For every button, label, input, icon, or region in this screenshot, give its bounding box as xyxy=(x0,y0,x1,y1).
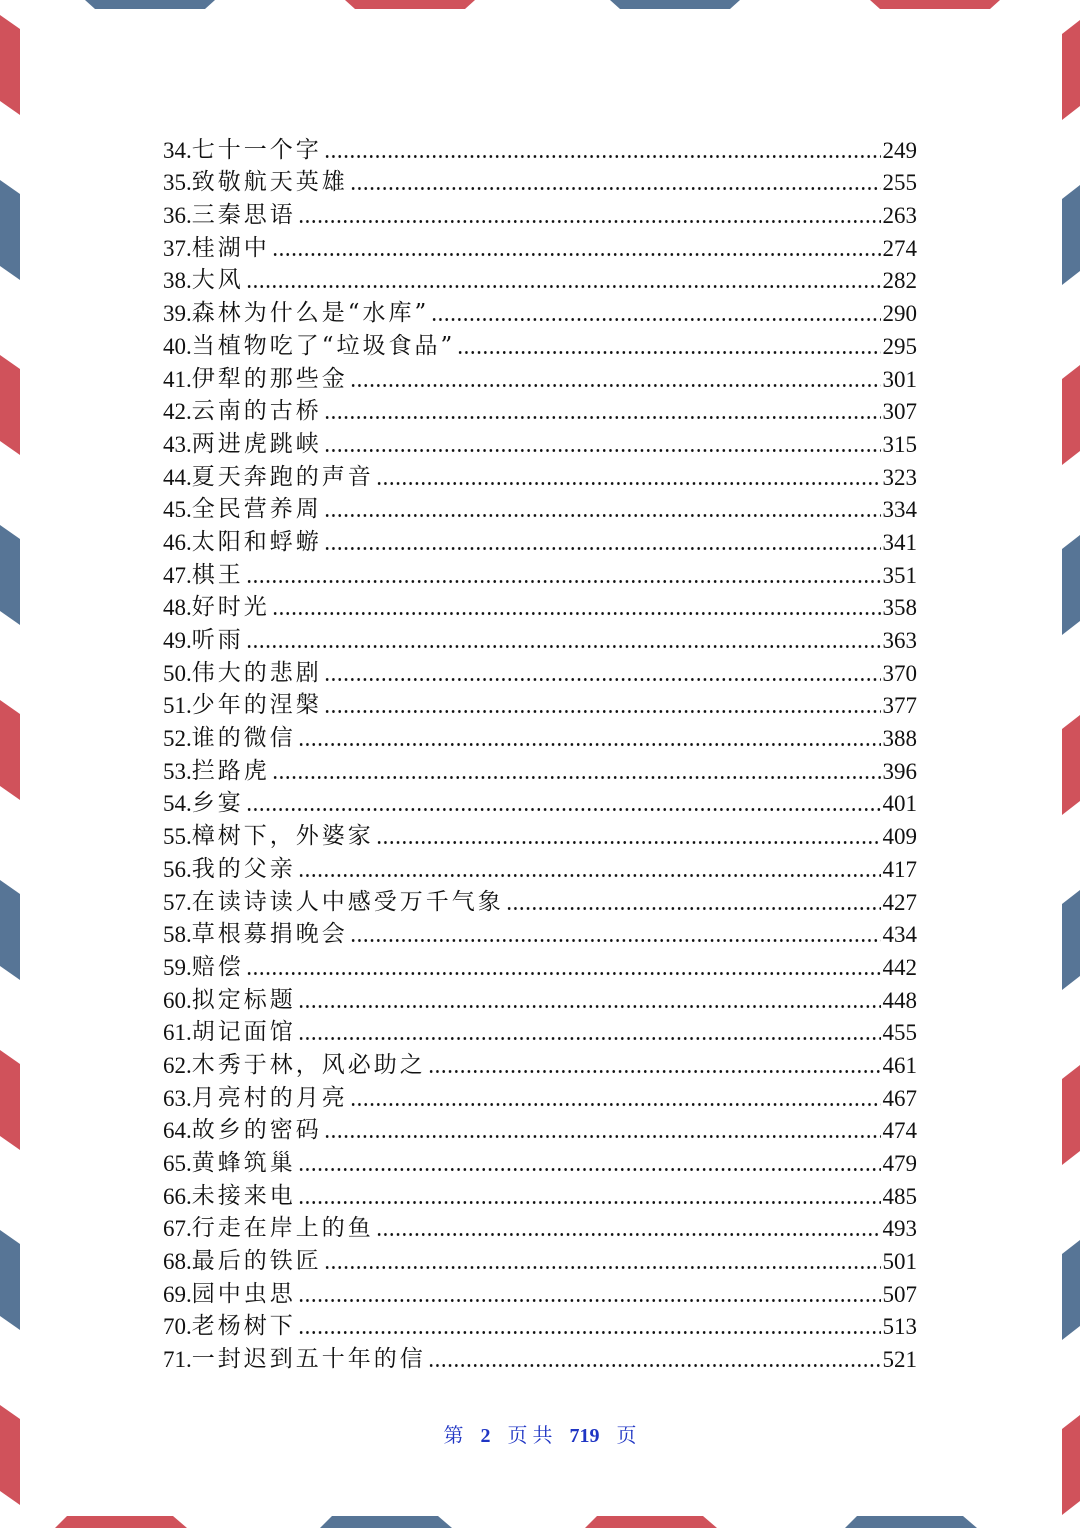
toc-entry-number: 38. xyxy=(163,268,192,294)
toc-entry[interactable] xyxy=(163,687,917,720)
toc-entry[interactable] xyxy=(163,1308,917,1341)
toc-entry-page: 461 xyxy=(882,1052,917,1078)
toc-dot-leader xyxy=(350,1103,881,1106)
toc-entry-page: 255 xyxy=(882,170,917,196)
toc-entry[interactable] xyxy=(163,294,917,327)
toc-entry-number: 44. xyxy=(163,464,192,490)
toc-entry[interactable] xyxy=(163,196,917,229)
toc-entry-title: 最后的铁匠 xyxy=(191,1248,322,1275)
toc-entry[interactable] xyxy=(163,360,917,393)
toc-entry-title: 乡宴 xyxy=(191,790,244,817)
toc-dot-leader xyxy=(324,416,881,419)
toc-entry[interactable] xyxy=(163,425,917,458)
toc-entry[interactable] xyxy=(163,523,917,556)
blue-stripe xyxy=(320,1516,452,1528)
toc-dot-leader xyxy=(506,907,881,910)
footer-middle: 页 共 xyxy=(507,1425,553,1447)
toc-entry-title: 听雨 xyxy=(191,627,244,653)
toc-entry-page: 427 xyxy=(882,889,917,915)
toc-entry-number: 59. xyxy=(163,954,192,980)
toc-entry-title: 拦路虎 xyxy=(191,757,270,784)
toc-dot-leader xyxy=(324,710,881,713)
toc-dot-leader xyxy=(298,1331,881,1334)
toc-entry-title: 老杨树下 xyxy=(191,1313,296,1340)
toc-entry-number: 41. xyxy=(163,366,192,392)
toc-entry-title: 未接来电 xyxy=(191,1182,296,1209)
toc-dot-leader xyxy=(272,776,881,779)
toc-dot-leader xyxy=(324,155,881,158)
toc-entry-page: 290 xyxy=(882,301,917,327)
page-footer xyxy=(0,1419,1080,1448)
toc-entry-number: 43. xyxy=(163,431,192,457)
red-stripe xyxy=(0,15,20,115)
toc-dot-leader xyxy=(428,1364,881,1367)
toc-entry-title: 在读诗读人中感受万千气象 xyxy=(191,888,504,915)
toc-dot-leader xyxy=(298,1299,881,1302)
toc-entry[interactable] xyxy=(163,491,917,524)
toc-entry[interactable] xyxy=(163,1112,917,1145)
toc-entry-title: 赔偿 xyxy=(191,953,244,980)
toc-entry[interactable] xyxy=(163,1144,917,1177)
toc-entry[interactable] xyxy=(163,850,917,883)
red-stripe xyxy=(1062,715,1080,815)
toc-entry-number: 49. xyxy=(163,628,192,653)
toc-entry[interactable] xyxy=(163,1242,917,1275)
red-stripe xyxy=(0,700,20,800)
toc-entry-page: 315 xyxy=(882,431,917,457)
toc-dot-leader xyxy=(324,1135,881,1138)
toc-entry-page: 363 xyxy=(882,628,917,653)
blue-stripe xyxy=(1062,185,1080,285)
toc-entry-number: 40. xyxy=(163,333,192,359)
toc-entry-page: 448 xyxy=(882,987,917,1013)
toc-entry-page: 301 xyxy=(882,366,917,392)
toc-entry-title: 三秦思语 xyxy=(191,202,296,229)
toc-entry[interactable] xyxy=(163,719,917,752)
toc-entry-number: 50. xyxy=(163,660,192,686)
blue-stripe xyxy=(1062,1240,1080,1340)
toc-dot-leader xyxy=(324,514,881,517)
red-stripe xyxy=(345,0,475,9)
toc-entry[interactable] xyxy=(163,131,917,164)
toc-entry[interactable] xyxy=(163,817,917,850)
toc-entry-title: 一封迟到五十年的信 xyxy=(191,1346,426,1373)
toc-entry-page: 401 xyxy=(882,791,917,817)
toc-entry-number: 34. xyxy=(163,137,192,163)
toc-entry-page: 249 xyxy=(882,137,917,163)
toc-entry-page: 307 xyxy=(882,399,917,425)
toc-entry-title: 我的父亲 xyxy=(191,855,296,882)
toc-entry-page: 388 xyxy=(882,726,917,752)
toc-entry-title: 拟定标题 xyxy=(191,986,296,1013)
blue-stripe xyxy=(85,0,215,9)
toc-entry-title: 七十一个字 xyxy=(191,136,322,163)
toc-entry[interactable] xyxy=(163,981,917,1014)
toc-entry-page: 479 xyxy=(882,1151,917,1176)
toc-entry-page: 474 xyxy=(882,1118,917,1144)
toc-entry-number: 51. xyxy=(163,693,192,719)
toc-dot-leader xyxy=(324,547,881,550)
red-stripe xyxy=(55,1516,187,1528)
toc-dot-leader xyxy=(246,285,881,288)
toc-entry[interactable] xyxy=(163,883,917,916)
toc-entry-title: 两进虎跳峡 xyxy=(191,430,322,457)
toc-entry-page: 334 xyxy=(882,497,917,523)
toc-dot-leader xyxy=(246,645,881,648)
toc-entry-page: 396 xyxy=(882,758,917,784)
blue-stripe xyxy=(845,1516,977,1528)
toc-entry-page: 507 xyxy=(882,1281,917,1307)
toc-entry[interactable] xyxy=(163,1177,917,1210)
toc-dot-leader xyxy=(298,220,881,223)
red-stripe xyxy=(1062,365,1080,465)
toc-entry-title: 云南的古桥 xyxy=(191,398,322,425)
toc-entry[interactable] xyxy=(163,916,917,949)
current-page-number: 2 xyxy=(480,1425,491,1447)
toc-entry-number: 66. xyxy=(163,1183,192,1209)
red-stripe xyxy=(0,1050,20,1150)
toc-entry-title: 故乡的密码 xyxy=(191,1117,322,1144)
toc-dot-leader xyxy=(350,384,881,387)
toc-entry[interactable] xyxy=(163,1079,917,1112)
toc-entry-number: 65. xyxy=(163,1151,192,1176)
toc-entry-number: 64. xyxy=(163,1118,192,1144)
toc-entry[interactable] xyxy=(163,1046,917,1079)
toc-entry-title: 木秀于林，风必助之 xyxy=(191,1051,426,1078)
blue-stripe xyxy=(0,1230,20,1330)
toc-entry-page: 501 xyxy=(882,1249,917,1275)
toc-entry-title: 伊犁的那些金 xyxy=(191,365,348,392)
red-stripe xyxy=(585,1516,717,1528)
toc-entry-title: 太阳和蜉蝣 xyxy=(191,528,322,555)
toc-entry-page: 467 xyxy=(882,1085,917,1111)
toc-entry-title: 少年的涅槃 xyxy=(191,692,322,719)
toc-entry-number: 45. xyxy=(163,497,192,523)
toc-dot-leader xyxy=(298,743,881,746)
toc-entry[interactable] xyxy=(163,393,917,426)
toc-entry-number: 71. xyxy=(163,1347,192,1373)
toc-entry-number: 36. xyxy=(163,203,192,229)
toc-dot-leader xyxy=(376,1233,881,1236)
toc-entry-number: 60. xyxy=(163,987,192,1013)
toc-entry-number: 63. xyxy=(163,1085,192,1111)
toc-dot-leader xyxy=(272,253,881,256)
toc-entry[interactable] xyxy=(163,1275,917,1308)
toc-entry-page: 358 xyxy=(882,595,917,621)
blue-stripe xyxy=(610,0,740,9)
toc-entry-page: 493 xyxy=(882,1216,917,1242)
toc-entry-page: 274 xyxy=(882,235,917,261)
toc-entry-number: 62. xyxy=(163,1052,192,1078)
toc-entry[interactable] xyxy=(163,1210,917,1243)
toc-entry-title: 伟大的悲剧 xyxy=(191,659,322,686)
toc-entry[interactable] xyxy=(163,556,917,589)
toc-dot-leader xyxy=(324,1266,881,1269)
toc-entry-page: 377 xyxy=(882,693,917,719)
toc-entry-page: 485 xyxy=(882,1183,917,1209)
red-stripe xyxy=(1062,1065,1080,1165)
toc-entry-number: 54. xyxy=(163,791,192,817)
toc-entry-number: 68. xyxy=(163,1249,192,1275)
toc-entry-title: 园中虫思 xyxy=(191,1280,296,1307)
toc-entry-title: 行走在岸上的鱼 xyxy=(191,1215,374,1242)
toc-entry-title: 胡记面馆 xyxy=(191,1019,296,1046)
toc-entry-number: 46. xyxy=(163,529,192,555)
toc-entry-page: 409 xyxy=(882,824,917,850)
toc-entry[interactable] xyxy=(163,752,917,785)
footer-prefix: 第 xyxy=(443,1425,464,1447)
toc-entry-number: 55. xyxy=(163,824,192,850)
toc-dot-leader xyxy=(350,939,881,942)
toc-entry[interactable] xyxy=(163,948,917,981)
toc-entry-page: 513 xyxy=(882,1314,917,1340)
toc-entry-title: 好时光 xyxy=(191,594,270,621)
toc-entry-title: 月亮村的月亮 xyxy=(191,1084,348,1111)
toc-entry-title: 谁的微信 xyxy=(191,725,296,752)
toc-entry-title: 致敬航天英雄 xyxy=(191,169,348,196)
toc-dot-leader xyxy=(246,580,881,583)
toc-entry-page: 434 xyxy=(882,922,917,948)
toc-dot-leader xyxy=(246,972,881,975)
toc-entry-number: 56. xyxy=(163,856,192,882)
toc-dot-leader xyxy=(298,1168,881,1171)
toc-entry-page: 442 xyxy=(882,954,917,980)
toc-entry-title: 当植物吃了“垃圾食品” xyxy=(191,332,456,359)
toc-entry[interactable] xyxy=(163,654,917,687)
blue-stripe xyxy=(1062,535,1080,635)
toc-entry[interactable] xyxy=(163,1014,917,1047)
toc-entry-number: 42. xyxy=(163,399,192,425)
blue-stripe xyxy=(0,880,20,980)
toc-entry-page: 295 xyxy=(882,333,917,359)
toc-entry-number: 37. xyxy=(163,235,192,261)
toc-entry-number: 35. xyxy=(163,170,192,196)
toc-dot-leader xyxy=(272,612,881,615)
toc-dot-leader xyxy=(376,482,881,485)
toc-dot-leader xyxy=(431,318,880,321)
toc-entry-number: 69. xyxy=(163,1281,192,1307)
toc-dot-leader xyxy=(324,678,881,681)
red-stripe xyxy=(0,355,20,455)
toc-entry-number: 48. xyxy=(163,595,192,621)
red-stripe xyxy=(1062,20,1080,120)
toc-entry-number: 58. xyxy=(163,922,192,948)
toc-entry-number: 53. xyxy=(163,758,192,784)
toc-entry-number: 67. xyxy=(163,1216,192,1242)
toc-entry-page: 323 xyxy=(882,464,917,490)
toc-entry[interactable] xyxy=(163,1340,917,1373)
toc-entry-title: 大风 xyxy=(191,267,244,294)
toc-entry-page: 521 xyxy=(882,1347,917,1373)
toc-dot-leader xyxy=(428,1070,881,1073)
toc-entry-number: 61. xyxy=(163,1020,192,1046)
toc-entry-number: 47. xyxy=(163,562,192,588)
total-page-count: 719 xyxy=(569,1425,600,1447)
table-of-contents xyxy=(163,131,917,1373)
toc-dot-leader xyxy=(298,1037,881,1040)
toc-entry[interactable] xyxy=(163,458,917,491)
blue-stripe xyxy=(0,180,20,280)
toc-entry-number: 52. xyxy=(163,726,192,752)
toc-entry-title: 森林为什么是“水库” xyxy=(191,300,430,327)
toc-entry-page: 282 xyxy=(882,268,917,294)
toc-dot-leader xyxy=(298,1201,881,1204)
toc-dot-leader xyxy=(457,351,880,354)
toc-dot-leader xyxy=(350,187,881,190)
toc-entry[interactable] xyxy=(163,589,917,622)
toc-entry-page: 455 xyxy=(882,1020,917,1046)
toc-entry-title: 草根募捐晚会 xyxy=(191,921,348,948)
toc-entry-number: 39. xyxy=(163,301,192,327)
toc-entry-title: 夏天奔跑的声音 xyxy=(191,463,374,490)
toc-entry[interactable] xyxy=(163,229,917,262)
toc-entry-page: 351 xyxy=(882,562,917,588)
toc-entry-number: 70. xyxy=(163,1314,192,1340)
blue-stripe xyxy=(0,525,20,625)
toc-entry[interactable] xyxy=(163,262,917,295)
toc-entry-title: 桂湖中 xyxy=(191,234,270,261)
toc-entry-title: 棋王 xyxy=(191,561,244,588)
toc-entry-title: 樟树下，外婆家 xyxy=(191,823,374,850)
toc-dot-leader xyxy=(298,1005,881,1008)
toc-entry-page: 417 xyxy=(882,856,917,882)
toc-entry-number: 57. xyxy=(163,889,192,915)
toc-entry-title: 全民营养周 xyxy=(191,496,322,523)
toc-entry-page: 341 xyxy=(882,529,917,555)
toc-dot-leader xyxy=(246,808,881,811)
toc-dot-leader xyxy=(376,841,881,844)
toc-entry[interactable] xyxy=(163,785,917,818)
toc-entry-page: 370 xyxy=(882,660,917,686)
toc-entry-page: 263 xyxy=(882,203,917,229)
toc-dot-leader xyxy=(298,874,881,877)
red-stripe xyxy=(870,0,1000,9)
toc-entry-title: 黄蜂筑巢 xyxy=(191,1150,296,1176)
toc-entry[interactable] xyxy=(163,164,917,197)
toc-entry[interactable] xyxy=(163,621,917,654)
toc-dot-leader xyxy=(324,449,881,452)
blue-stripe xyxy=(1062,890,1080,990)
footer-suffix: 页 xyxy=(616,1425,637,1447)
toc-entry[interactable] xyxy=(163,327,917,360)
